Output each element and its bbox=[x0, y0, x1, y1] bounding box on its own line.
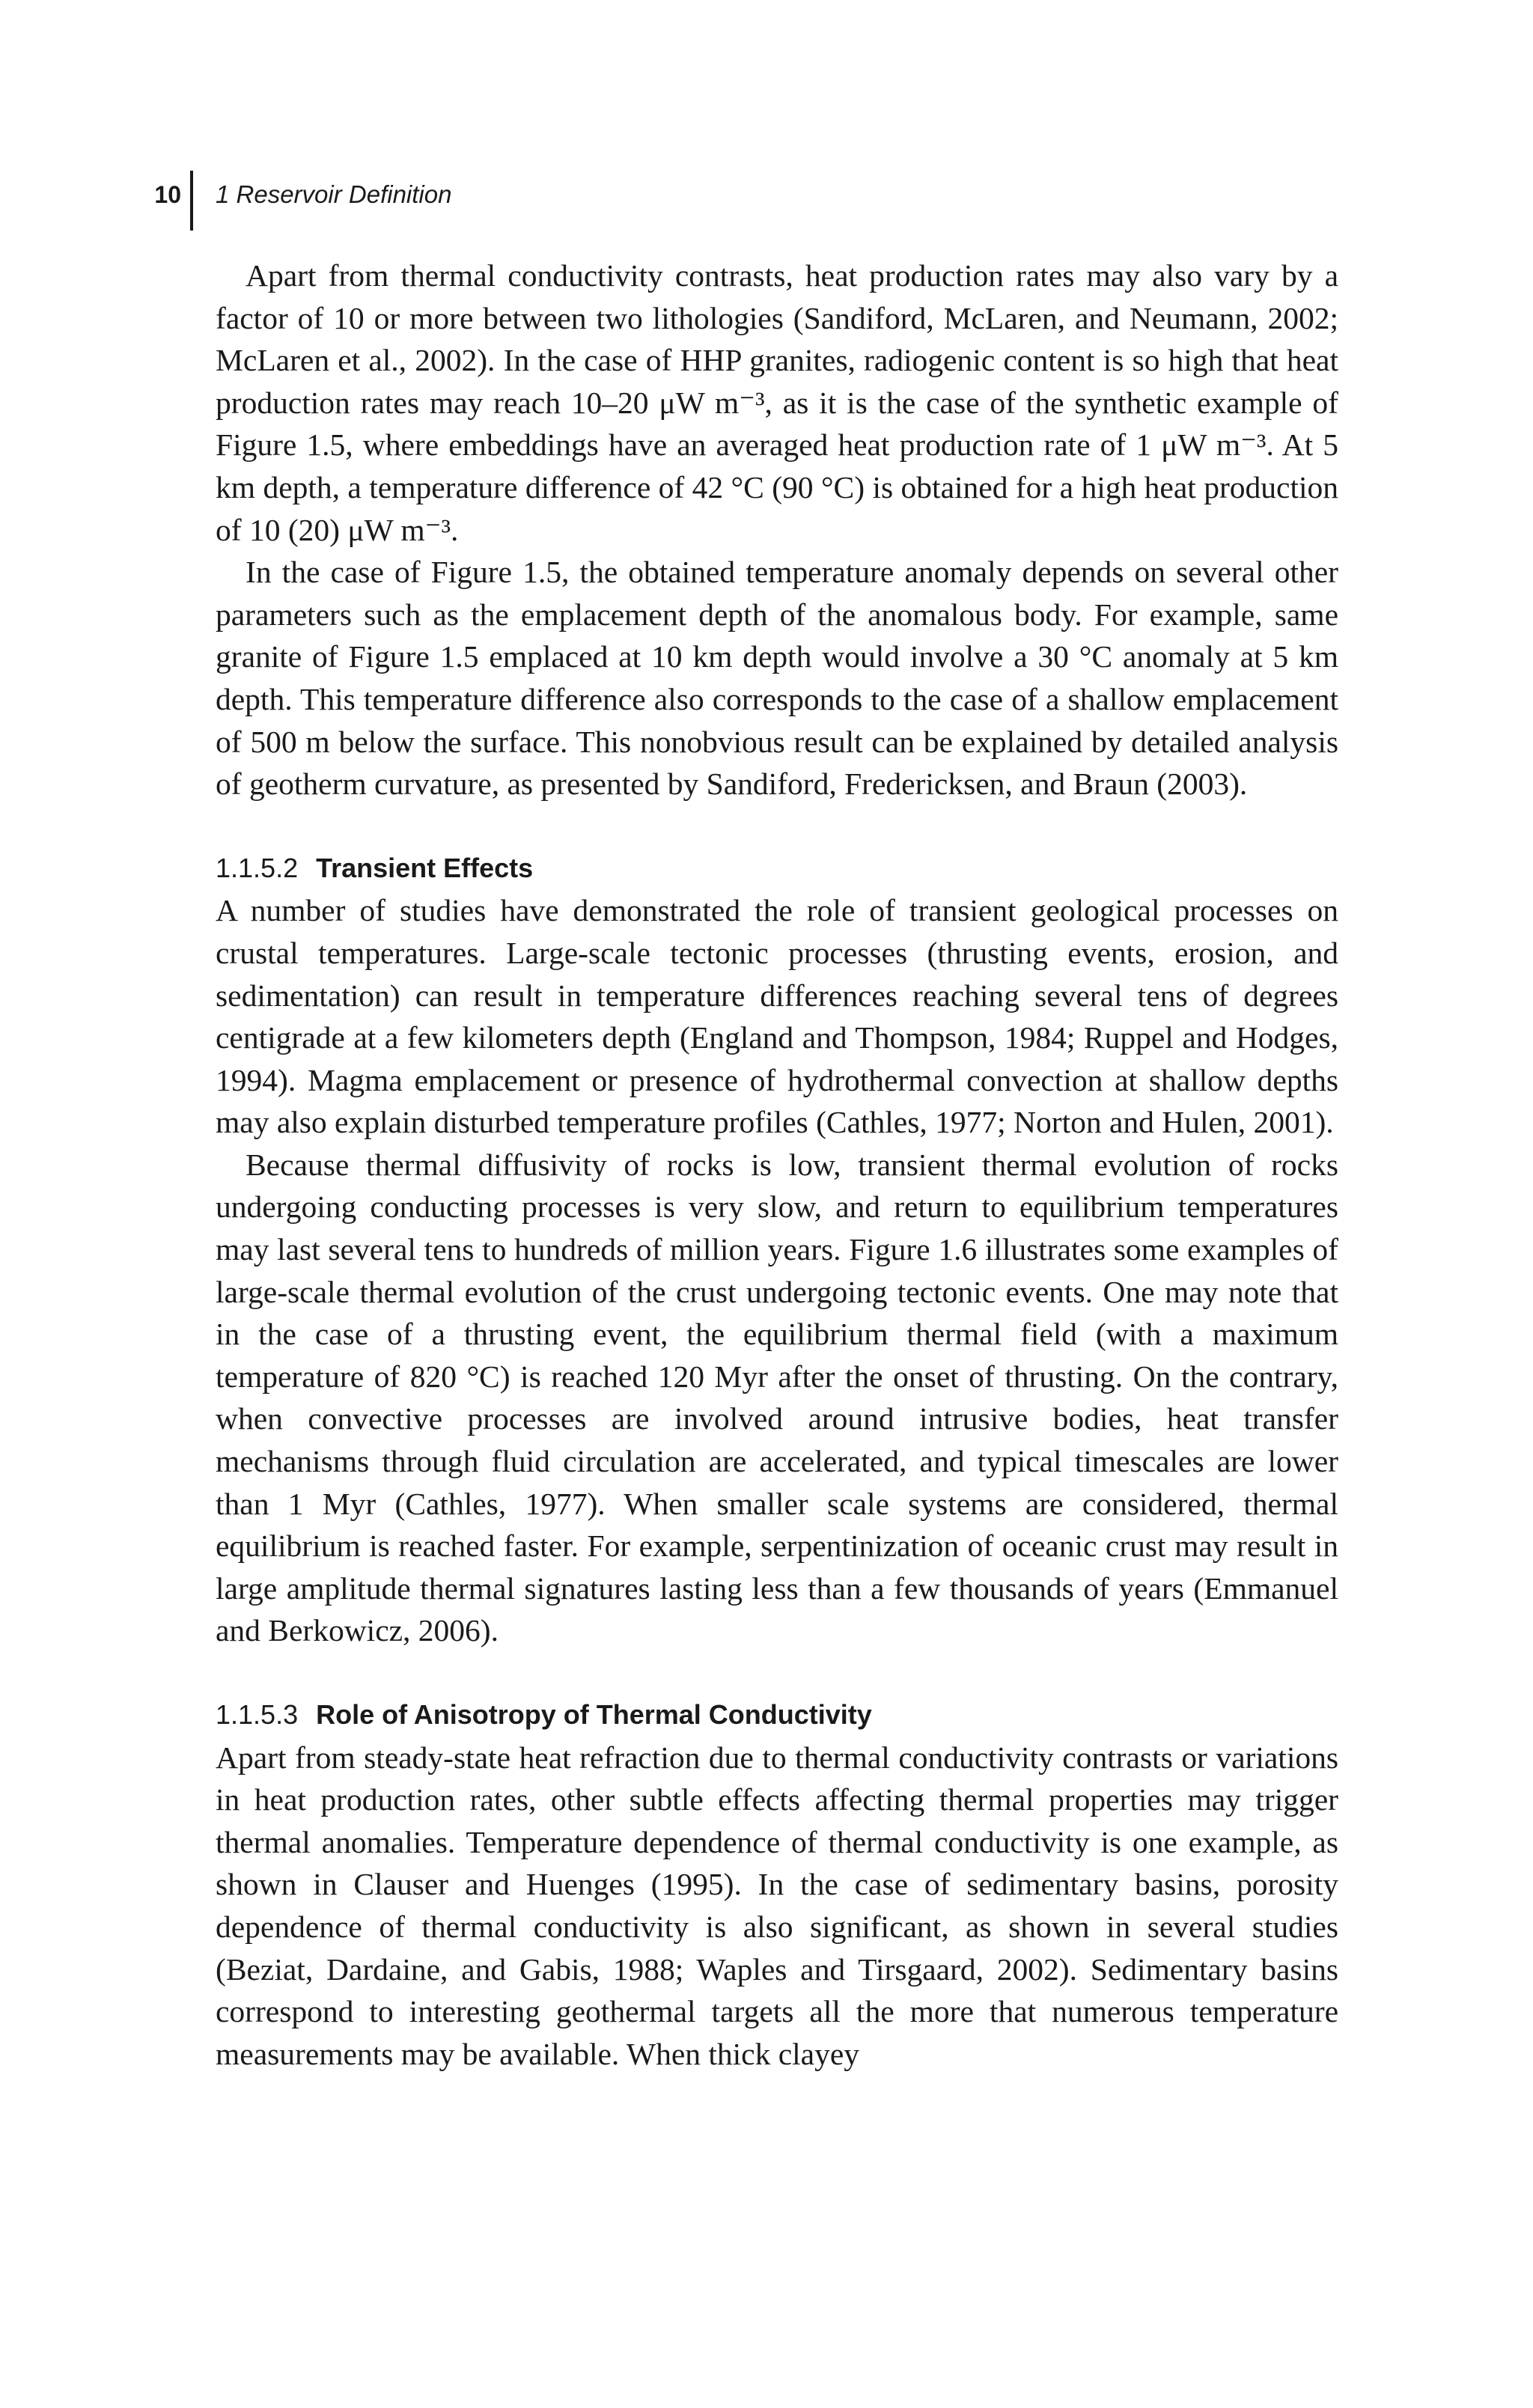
section-anisotropy bbox=[216, 1694, 1338, 2075]
section-number: 1.1.5.2 bbox=[216, 852, 299, 883]
section-paragraph-1: Apart from steady-state heat refraction due to thermal conductivity contrasts or variations in heat production rates, other subtle effects affecting thermal properties may trigger thermal anomalies. Temperature dependence of thermal conductivity is one example, as shown in Clauser and Huenges (1995). In the case of sedimentary basins, porosity dependence of thermal conductivity is also significant, as shown in several studies (Beziat, Dardaine, and Gabis, 1988; Waples and Tirsgaard, 2002). Sedimentary basins correspond to interesting geothermal targets all the more that numerous temperature measurements may be available. When thick clayey bbox=[216, 1740, 1338, 2071]
section-heading bbox=[216, 847, 1338, 890]
body-text bbox=[216, 254, 1338, 2075]
running-header bbox=[0, 174, 1533, 234]
header-divider bbox=[190, 171, 193, 231]
page-number: 10 bbox=[154, 181, 181, 208]
section-paragraph-2: Because thermal diffusivity of rocks is low, transient thermal evolution of rocks undergoing conducting processes is very slow, and return to equilibrium temperatures may last several tens to hundreds of million years. Figure 1.6 illustrates some examples of large-scale thermal evolution of the crust undergoing tectonic events. One may note that in the case of a thrusting event, the equilibrium thermal field (with a maximum temperature of 820 °C) is reached 120 Myr after the onset of thrusting. On the contrary, when convective processes are involved around intrusive bodies, heat transfer mechanisms through fluid circulation are accelerated, and typical timescales are lower than 1 Myr (Cathles, 1977). When smaller scale systems are considered, thermal equilibrium is reached faster. For example, serpentinization of oceanic crust may result in large amplitude thermal signatures lasting less than a few thousands of years (Emmanuel and Berkowicz, 2006). bbox=[216, 1147, 1338, 1648]
intro-paragraph-2: In the case of Figure 1.5, the obtained temperature anomaly depends on several other parameters such as the emplacement depth of the anomalous body. For example, same granite of Figure 1.5 emplaced at 10 km depth would involve a 30 °C anomaly at 5 km depth. This temperature difference also corresponds to the case of a shallow emplacement of 500 m below the surface. This nonobvious result can be explained by detailed analysis of geotherm curvature, as presented by Sandiford, Fredericksen, and Braun (2003). bbox=[216, 555, 1338, 802]
section-title: Transient Effects bbox=[316, 852, 534, 883]
section-paragraph-1: A number of studies have demonstrated the role of transient geological processes on crustal temperatures. Large-scale tectonic processes (thrusting events, erosion, and sedimentation) can result in temperature differences reaching several tens of degrees centigrade at a few kilometers depth (England and Thompson, 1984; Ruppel and Hodges, 1994). Magma emplacement or presence of hydrothermal convection at shallow depths may also explain disturbed temperature profiles (Cathles, 1977; Norton and Hulen, 2001). bbox=[216, 893, 1338, 1140]
section-number: 1.1.5.3 bbox=[216, 1699, 299, 1730]
running-title: 1 Reservoir Definition bbox=[216, 180, 452, 208]
section-heading bbox=[216, 1694, 1338, 1737]
section-transient-effects bbox=[216, 847, 1338, 1652]
section-title: Role of Anisotropy of Thermal Conductivity bbox=[316, 1699, 872, 1730]
intro-paragraph-1: Apart from thermal conductivity contrasts, heat production rates may also vary by a factor of 10 or more between two lithologies (Sandiford, McLaren, and Neumann, 2002; McLaren et al., 2002). In the case of HHP granites, radiogenic content is so high that heat production rates may reach 10–20 μW m⁻³, as it is the case of the synthetic example of Figure 1.5, where embeddings have an averaged heat production rate of 1 μW m⁻³. At 5 km depth, a temperature difference of 42 °C (90 °C) is obtained for a high heat production of 10 (20) μW m⁻³. bbox=[216, 258, 1338, 547]
